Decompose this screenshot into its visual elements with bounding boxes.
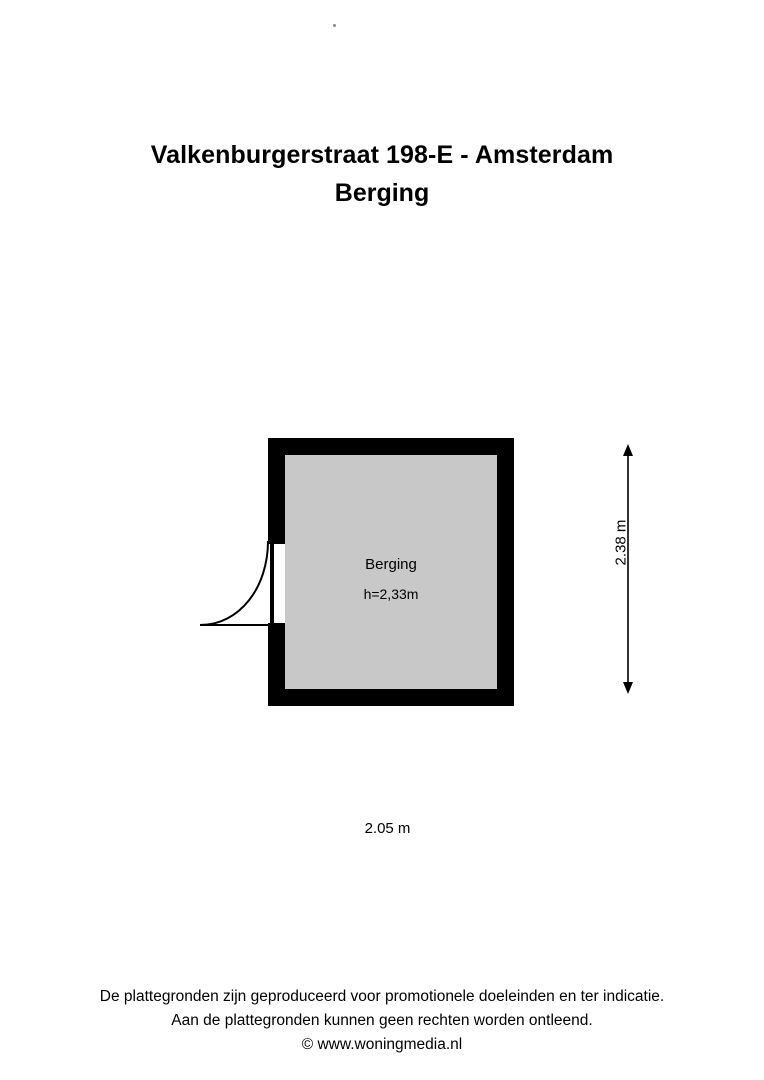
room-height-label: h=2,33m <box>363 586 419 602</box>
room-name-label: Berging <box>365 556 417 573</box>
dimension-vertical-arrow-icon <box>600 444 660 694</box>
footer-disclaimer-line1: De plattegronden zijn geproduceerd voor promotionele doeleinden en ter indicatie. <box>99 988 665 1005</box>
footer-disclaimer-line2: Aan de plattegronden kunnen geen rechten worden ontleend. <box>171 1012 593 1029</box>
dimension-vertical-label: 2.38 m <box>612 519 630 566</box>
door-leaf <box>270 541 274 626</box>
floor-plan <box>268 438 514 706</box>
door-swing-icon <box>200 541 270 627</box>
title-address: Valkenburgerstraat 198-E - Amsterdam <box>150 141 614 169</box>
page-title <box>0 140 764 210</box>
dimension-horizontal-label: 2.05 m <box>275 820 500 837</box>
title-subject: Berging <box>334 179 430 207</box>
page-marker-dot <box>333 24 336 27</box>
footer <box>0 985 764 1057</box>
dimension-vertical <box>600 444 660 694</box>
dimension-horizontal <box>275 812 500 846</box>
footer-copyright: © www.woningmedia.nl <box>301 1036 463 1053</box>
